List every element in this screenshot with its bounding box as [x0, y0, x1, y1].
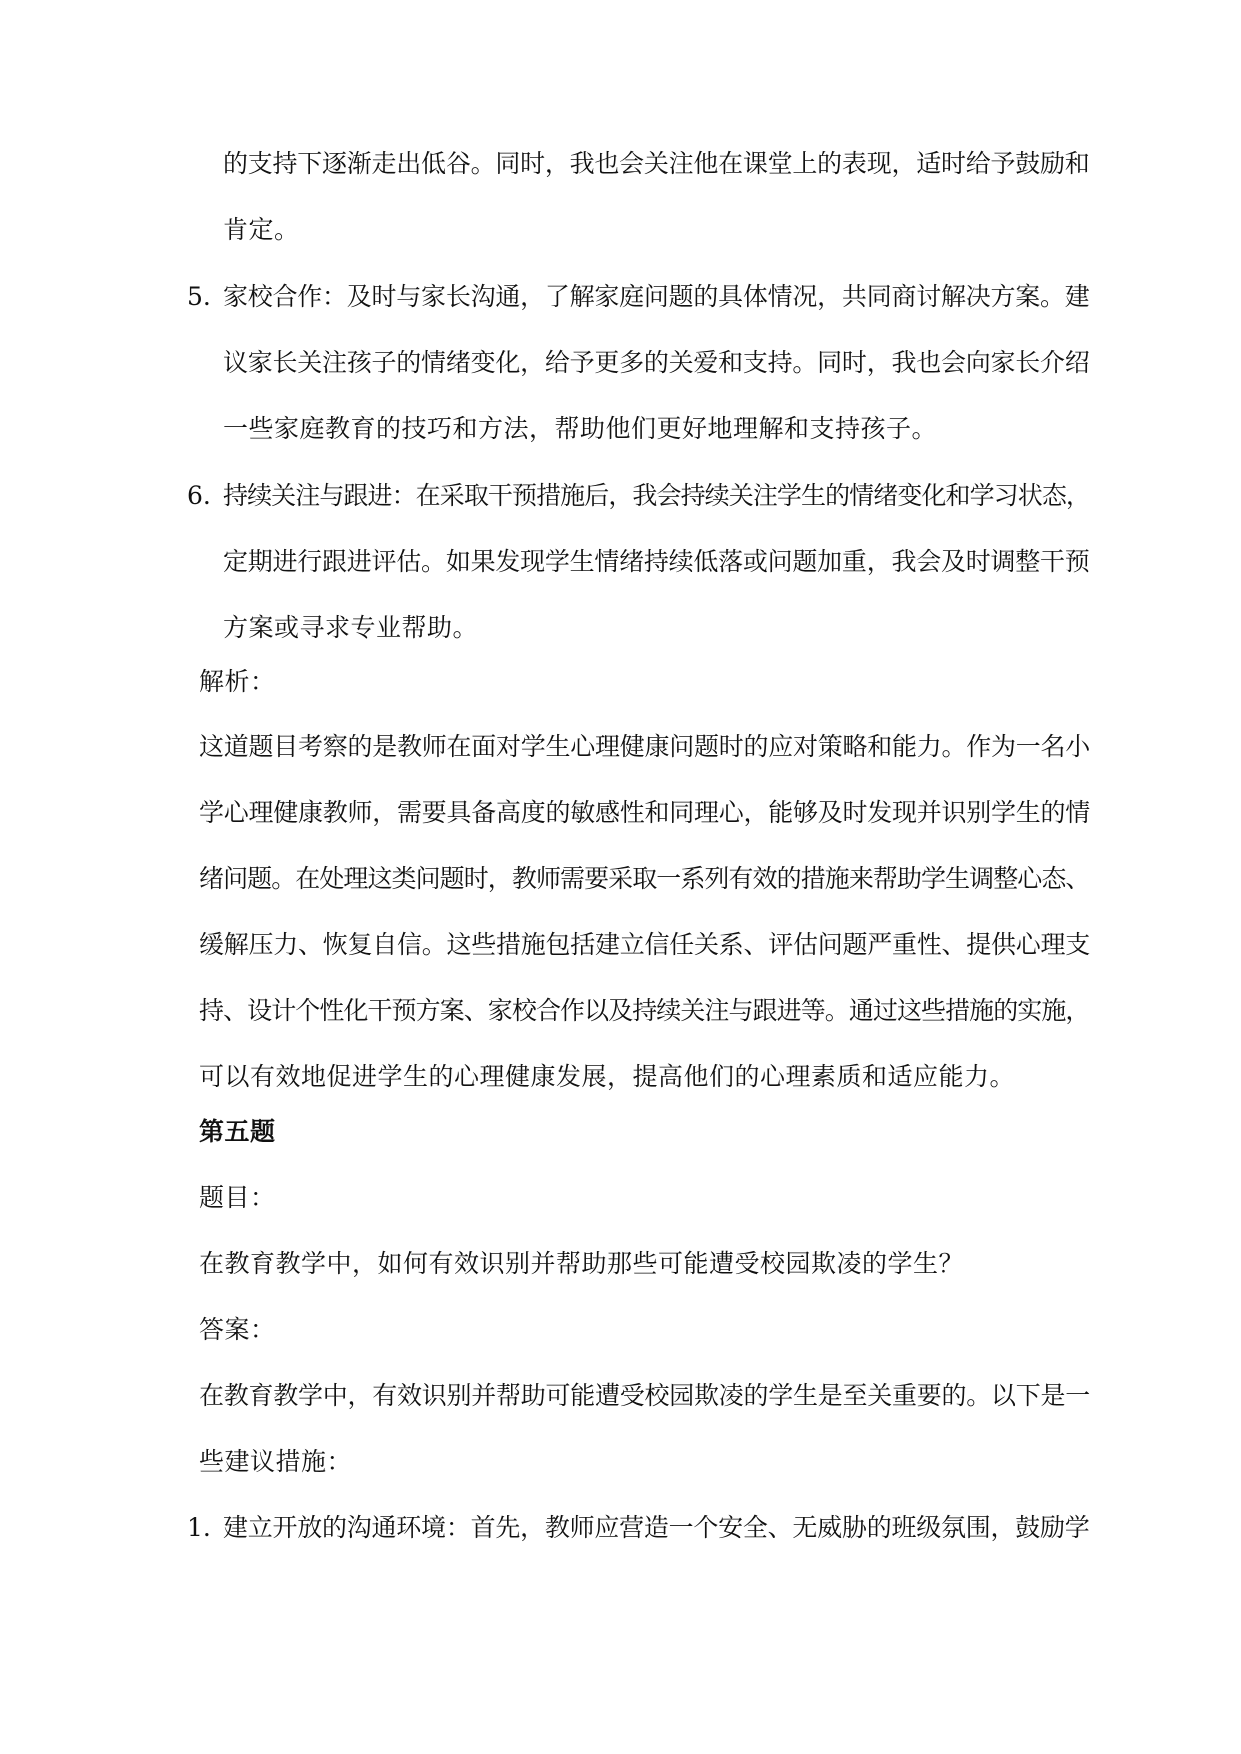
continuation-line-1: 的支持下逐渐走出低谷。同时，我也会关注他在课堂上的表现，适时给予鼓励和	[223, 149, 1090, 178]
list-number-6: 6.	[187, 481, 211, 510]
item5-line-2: 议家长关注孩子的情绪变化，给予更多的关爱和支持。同时，我也会向家长介绍	[223, 348, 1090, 377]
analysis-label: 解析：	[199, 667, 276, 696]
item6-line-3: 方案或寻求专业帮助。	[223, 613, 479, 642]
question-label: 题目：	[199, 1183, 276, 1212]
item6-line-2: 定期进行跟进评估。如果发现学生情绪持续低落或问题加重，我会及时调整干预	[223, 547, 1090, 576]
list-number-5: 5.	[187, 282, 211, 311]
analysis-line-2: 学心理健康教师，需要具备高度的敏感性和同理心，能够及时发现并识别学生的情	[199, 798, 1091, 827]
analysis-line-5: 持、设计个性化干预方案、家校合作以及持续关注与跟进等。通过这些措施的实施，	[199, 996, 1090, 1025]
analysis-line-1: 这道题目考察的是教师在面对学生心理健康问题时的应对策略和能力。作为一名小	[199, 732, 1091, 761]
question-text: 在教育教学中，如何有效识别并帮助那些可能遭受校园欺凌的学生？	[199, 1249, 965, 1278]
item6-line-1: 持续关注与跟进：在采取干预措施后，我会持续关注学生的情绪变化和学习状态，	[223, 481, 1091, 510]
analysis-line-3: 绪问题。在处理这类问题时，教师需要采取一系列有效的措施来帮助学生调整心态、	[199, 864, 1090, 893]
analysis-line-4: 缓解压力、恢复自信。这些措施包括建立信任关系、评估问题严重性、提供心理支	[199, 930, 1091, 959]
analysis-line-6: 可以有效地促进学生的心理健康发展，提高他们的心理素质和适应能力。	[199, 1062, 1016, 1091]
section-heading: 第五题	[199, 1117, 276, 1146]
item5-line-1: 家校合作：及时与家长沟通，了解家庭问题的具体情况，共同商讨解决方案。建	[223, 282, 1090, 311]
continuation-line-2: 肯定。	[223, 215, 300, 244]
answer-item1-line-1: 建立开放的沟通环境：首先，教师应营造一个安全、无威胁的班级氛围，鼓励学	[223, 1513, 1090, 1542]
list-number-1: 1.	[187, 1513, 211, 1542]
answer-label: 答案：	[199, 1315, 276, 1344]
answer-line-2: 些建议措施：	[199, 1447, 353, 1476]
answer-line-1: 在教育教学中，有效识别并帮助可能遭受校园欺凌的学生是至关重要的。以下是一	[199, 1381, 1091, 1410]
item5-line-3: 一些家庭教育的技巧和方法，帮助他们更好地理解和支持孩子。	[223, 414, 938, 443]
